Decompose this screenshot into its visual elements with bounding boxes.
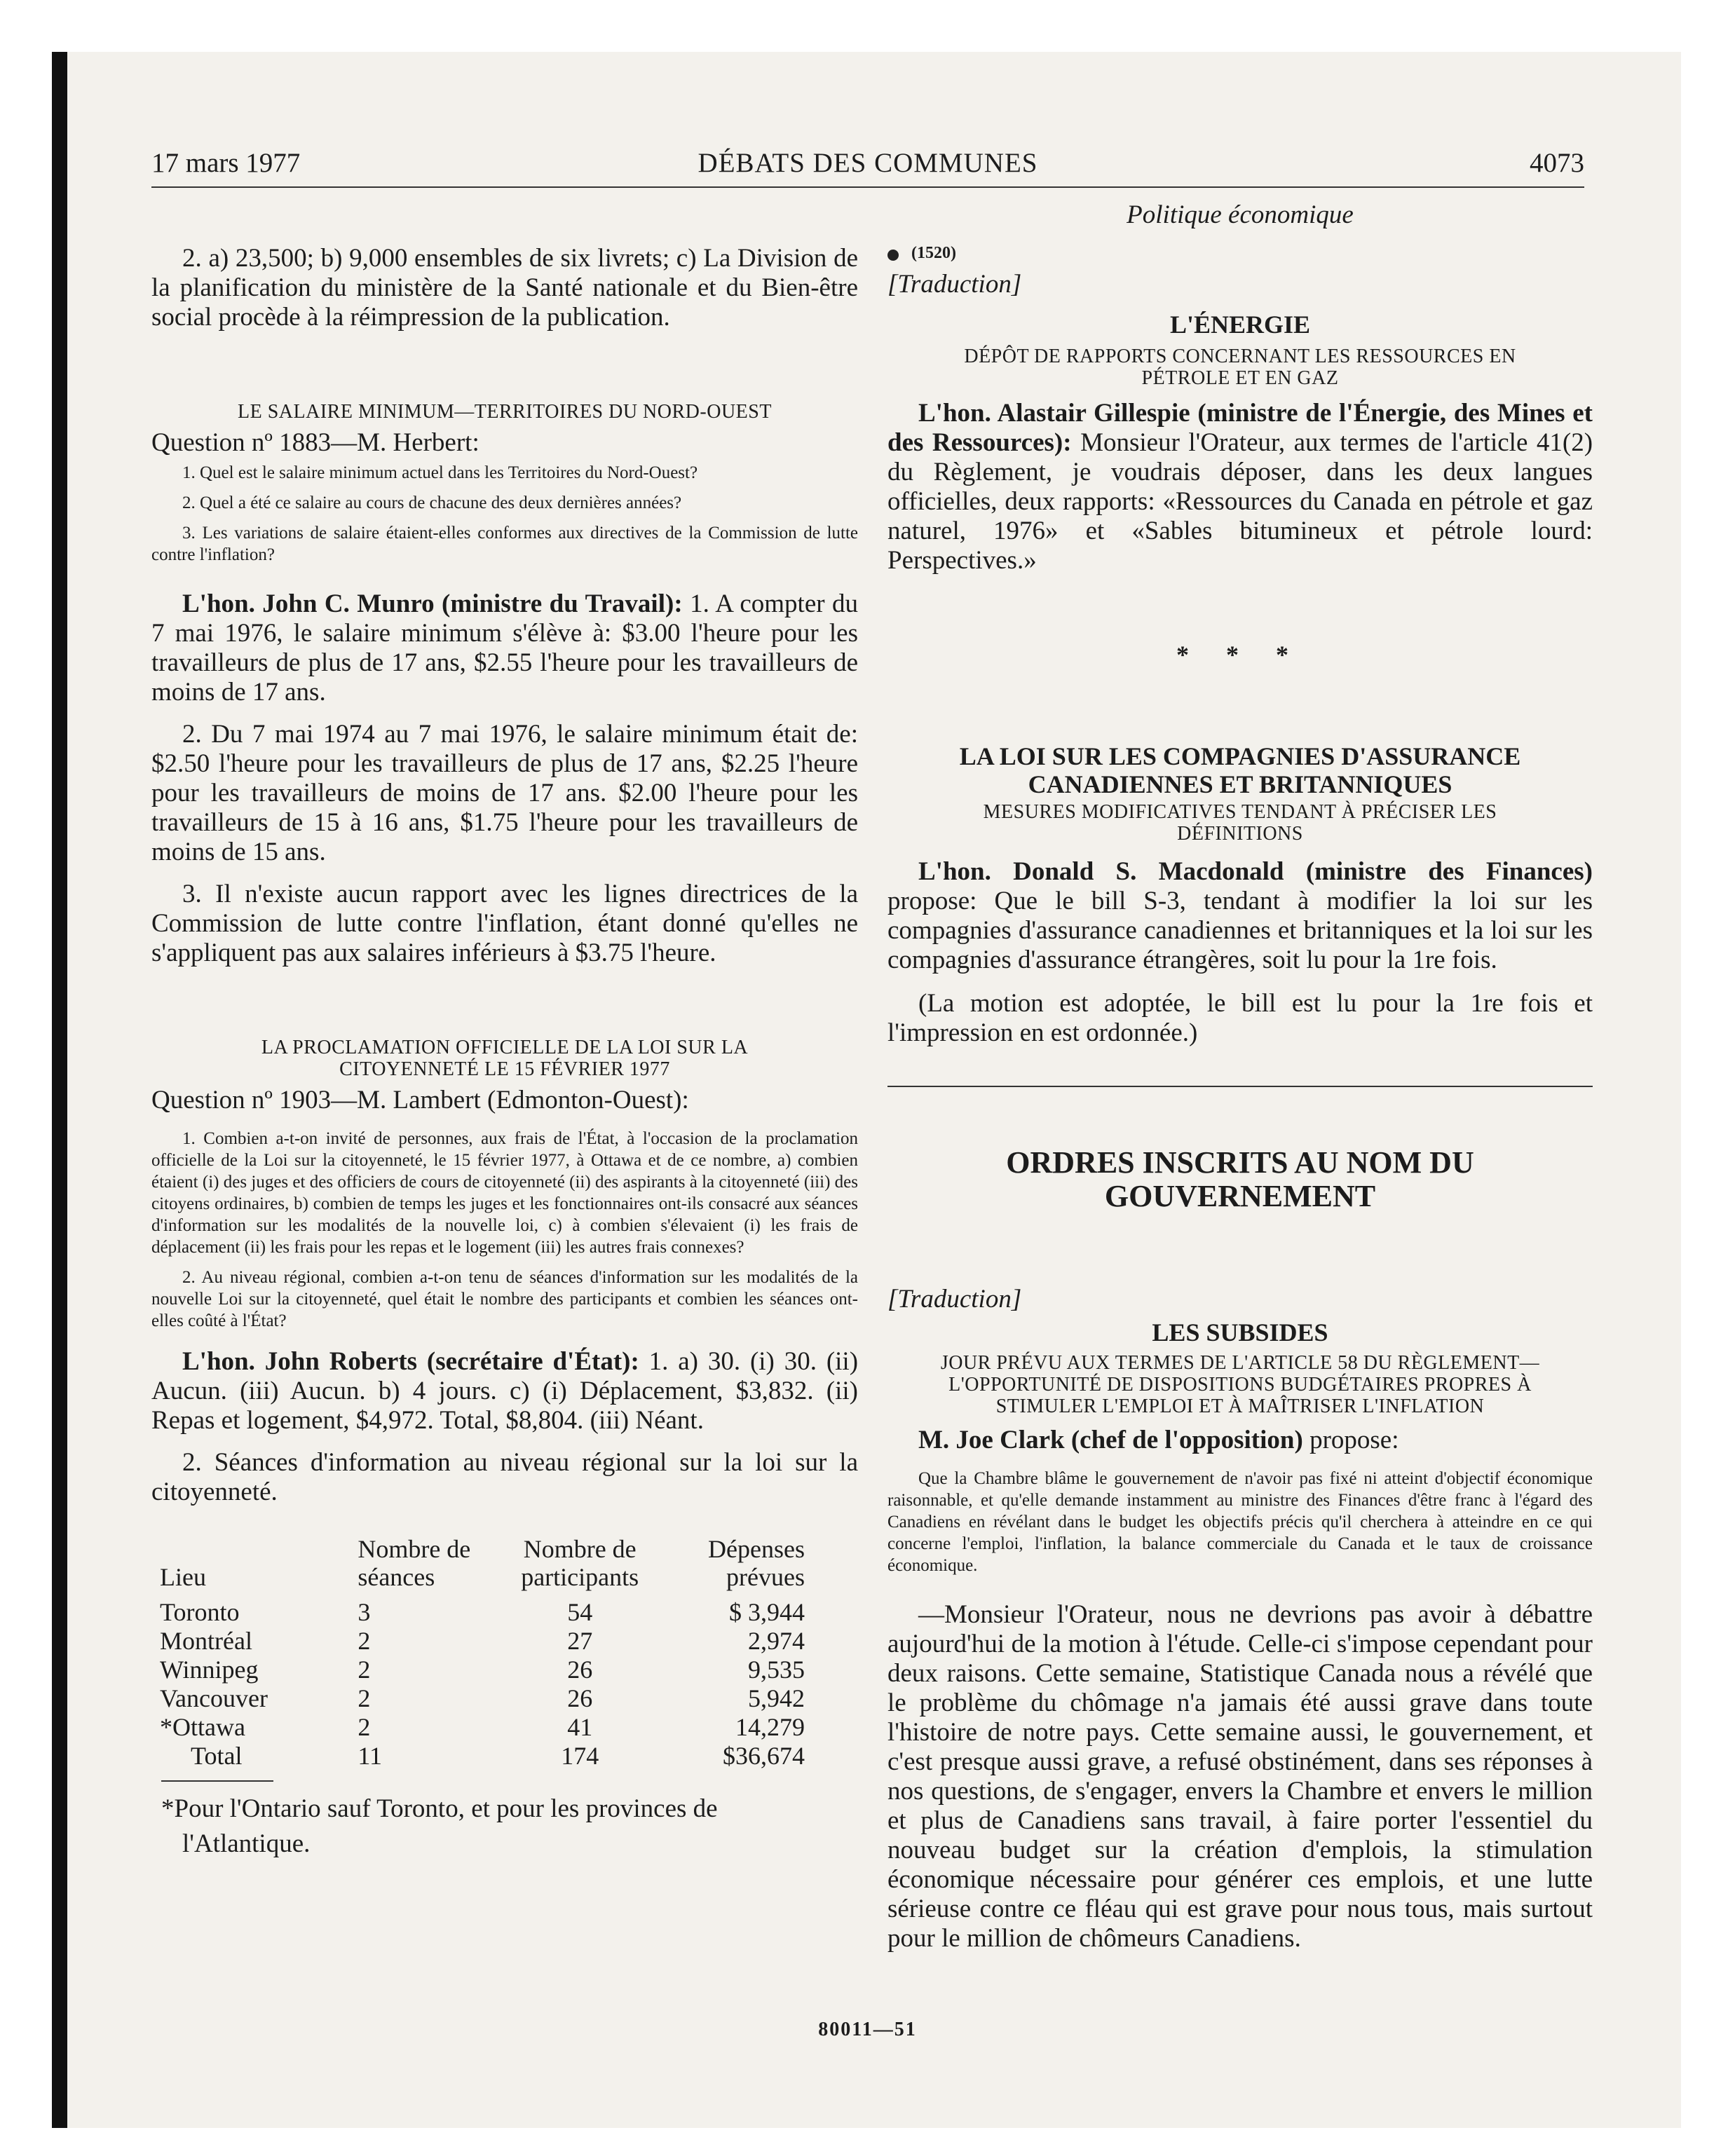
- section-heading-proclamation-l1: LA PROCLAMATION OFFICIELLE DE LA LOI SUR LA: [261, 1037, 749, 1058]
- question-1903-item-2: 2. Au niveau régional, combien a-t-on tenu de séances d'information sur les modalités de la nouvelle Loi sur la citoyenneté, quel était le nombre des participants et combien les séances ont-elles coûté à l'État?: [151, 1268, 858, 1330]
- assurance-subheading-l1: MESURES MODIFICATIVES TENDANT À PRÉCISER LES: [983, 801, 1497, 823]
- section-rule: [887, 1086, 1593, 1087]
- footnote-line-2: l'Atlantique.: [182, 1829, 311, 1858]
- right-column: [887, 200, 1593, 1953]
- footnote-rule: [161, 1780, 273, 1782]
- seances-table: [160, 1535, 833, 1770]
- table-row: Montréal 2 27 2,974: [160, 1627, 805, 1655]
- bullet-icon: [887, 250, 899, 261]
- assurance-subheading-l2: DÉFINITIONS: [1177, 823, 1303, 845]
- table-row: Vancouver 2 26 5,942: [160, 1684, 805, 1712]
- left-column: [151, 200, 858, 1862]
- table-row: Winnipeg 2 26 9,535: [160, 1656, 805, 1684]
- question-item-1: 1. Quel est le salaire minimum actuel dans les Territoires du Nord-Ouest?: [182, 463, 698, 482]
- traduction-label-2: [Traduction]: [887, 1285, 1022, 1314]
- assurance-motion: L'hon. Donald S. Macdonald (ministre des Finances) propose: Que le bill S-3, tendant à modifier la loi sur les compagnies d'assurance canadiennes et britanniques et la loi sur les compagnies d'assurance étrangères, soit lu pour la 1re fois.: [887, 857, 1593, 974]
- time-marker: (1520): [887, 244, 1593, 263]
- answer-munro-3: 3. Il n'existe aucun rapport avec les lignes directrices de la Commission de lutte contre l'inflation, étant donné qu'elles ne s'appliquent pas aux salaires inférieurs à $3.75 l'heure.: [151, 880, 858, 967]
- question-item-3: 3. Les variations de salaire étaient-elles conformes aux directives de la Commission de lutte contre l'inflation?: [151, 524, 858, 564]
- answer-munro-1: L'hon. John C. Munro (ministre du Travail): 1. A compter du 7 mai 1976, le salaire minimum s'élève à: $3.00 l'heure pour les travailleurs de plus de 17 ans, $2.55 l'heure pour les travailleurs de moins de 17 ans.: [151, 589, 858, 707]
- traduction-label: [Traduction]: [887, 270, 1022, 299]
- clark-motion: Que la Chambre blâme le gouvernement de n'avoir pas fixé ni atteint d'objectif économique raisonnable, et qu'elle demande instamment au ministre des Finances d'être franc à l'égard des Canadiens en révélant dans le budget les objectifs précis qu'il cherchera à atteindre en ce qui concerne l'emploi, l'inflation, la balance commerciale du Canada et le taux de croissance économique.: [887, 1469, 1593, 1575]
- energie-subheading-l1: DÉPÔT DE RAPPORTS CONCERNANT LES RESSOURCES EN: [964, 346, 1516, 367]
- running-header: [151, 147, 1584, 188]
- subsides-subheading-l1: JOUR PRÉVU AUX TERMES DE L'ARTICLE 58 DU RÈGLEMENT—: [940, 1352, 1540, 1374]
- assurance-title-l2: CANADIENNES ET BRITANNIQUES: [1028, 770, 1452, 798]
- speaker-macdonald: L'hon. Donald S. Macdonald (ministre des Finances): [918, 857, 1593, 886]
- energie-subheading-l2: PÉTROLE ET EN GAZ: [1141, 367, 1339, 389]
- header-title: DÉBATS DES COMMUNES: [698, 148, 1038, 178]
- section-heading-salaire: LE SALAIRE MINIMUM—TERRITOIRES DU NORD-OUEST: [238, 401, 772, 423]
- page-folio: 80011—51: [818, 2019, 917, 2040]
- table-total-row: Total 11 174 $36,674: [191, 1742, 805, 1770]
- subsides-subheading-l2: L'OPPORTUNITÉ DE DISPOSITIONS BUDGÉTAIRES PROPRES À: [948, 1374, 1532, 1396]
- table-row: *Ottawa 2 41 14,279: [160, 1713, 805, 1741]
- ordres-title-l2: GOUVERNEMENT: [1104, 1179, 1376, 1213]
- assurance-title-l1: LA LOI SUR LES COMPAGNIES D'ASSURANCE: [959, 742, 1521, 770]
- answer-munro-2: 2. Du 7 mai 1974 au 7 mai 1976, le salaire minimum était de: $2.50 l'heure pour les travailleurs de plus de 17 ans, $2.25 l'heure pour les travailleurs de moins de 17 ans. $2.00 l'heure pour les travailleurs de 15 à 16 ans, $1.75 l'heure pour les travailleurs de moins de 15 ans.: [151, 720, 858, 866]
- footnote-line-1: *Pour l'Ontario sauf Toronto, et pour les provinces de: [161, 1794, 718, 1823]
- section-heading-proclamation-l2: CITOYENNETÉ LE 15 FÉVRIER 1977: [339, 1058, 670, 1080]
- question-item-2: 2. Quel a été ce salaire au cours de chacune des deux dernières années?: [182, 493, 682, 512]
- subsides-title: LES SUBSIDES: [1152, 1318, 1328, 1346]
- table-header-row: [160, 1535, 833, 1598]
- speaker-munro: L'hon. John C. Munro (ministre du Travail):: [182, 589, 683, 618]
- section-header-politique: Politique économique: [1127, 200, 1354, 229]
- subsides-subheading-l3: STIMULER L'EMPLOI ET À MAÎTRISER L'INFLATION: [995, 1396, 1485, 1417]
- header-page-number: 4073: [1530, 148, 1584, 178]
- col-header-lieu: Lieu: [160, 1563, 206, 1591]
- assurance-result: (La motion est adoptée, le bill est lu pour la 1re fois et l'impression en est ordonnée.): [887, 989, 1593, 1047]
- speaker-roberts: L'hon. John Roberts (secrétaire d'État):: [182, 1347, 639, 1376]
- answer-roberts-1: L'hon. John Roberts (secrétaire d'État): 1. a) 30. (i) 30. (ii) Aucun. (iii) Aucun. b) 4 jours. c) (i) Déplacement, $3,832. (ii) Repas et logement, $4,972. Total, $8,804. (iii) Néant.: [151, 1347, 859, 1435]
- answer-roberts-2: 2. Séances d'information au niveau régional sur la loi sur la citoyenneté.: [151, 1448, 858, 1506]
- speaker-clark: M. Joe Clark (chef de l'opposition): [918, 1426, 1303, 1454]
- ordres-title-l1: ORDRES INSCRITS AU NOM DU: [1006, 1145, 1474, 1180]
- question-1903-item-1: 1. Combien a-t-on invité de personnes, aux frais de l'État, à l'occasion de la proclamation officielle de la Loi sur la citoyenneté, le 15 février 1977, à Ottawa et de ce nombre, a) combien étaient (i) des juges et des officiers de cours de citoyenneté (ii) des aspirants à la citoyenneté (iii) des citoyens ordinaires, b) combien de temps les juges et les fonctionnaires ont-ils consacré aux séances d'information sur les modalités de la nouvelle loi, c) à combien s'élevaient (i) les frais de déplacement (ii) les frais pour les repas et le logement (iii) les autres frais connexes?: [151, 1129, 858, 1257]
- question-1903: Question nº 1903—M. Lambert (Edmonton-Ouest):: [151, 1086, 689, 1114]
- clark-speech: —Monsieur l'Orateur, nous ne devrions pas avoir à débattre aujourd'hui de la motion à l'étude. Celle-ci s'impose cependant pour deux raisons. Cette semaine, Statistique Canada nous a révélé que le problème du chômage n'a jamais été aussi grave dans toute l'histoire de notre pays. Cette semaine aussi, le gouvernement, et c'est presque aussi grave, a refusé obstinément, dans ses réponses à nos questions, de s'engager, envers la Chambre et envers le million et plus de Canadiens sans travail, à faire porter l'essentiel du nouveau budget sur la création d'emplois, la stimulation économique nécessaire pour générer ces emplois, et une lutte sérieuse contre ce fléau qui est grave pour nous tous, mais surtout pour le million de chômeurs Canadiens.: [887, 1600, 1593, 1953]
- header-date: 17 mars 1977: [151, 148, 301, 178]
- energie-title: L'ÉNERGIE: [1169, 311, 1311, 339]
- energie-statement: L'hon. Alastair Gillespie (ministre de l'Énergie, des Mines et des Ressources): Monsieur l'Orateur, aux termes de l'article 41(2) du Règlement, je voudrais déposer, dans les deux langues officielles, deux rapports: «Ressources du Canada en pétrole et gaz naturel, 1976» et «Sables bitumineux et pétrole lourd: Perspectives.»: [887, 399, 1593, 575]
- col-header-participants: Nombre de participants: [521, 1535, 639, 1591]
- question-1883: Question nº 1883—M. Herbert:: [151, 428, 479, 457]
- table-row: Toronto 3 54 $ 3,944: [160, 1598, 805, 1626]
- answer-publication: 2. a) 23,500; b) 9,000 ensembles de six livrets; c) La Division de la planification du ministère de la Santé nationale et du Bien-être social procède à la réimpression de la publication.: [151, 244, 858, 332]
- col-header-seances: Nombre de séances: [358, 1535, 471, 1591]
- clark-propose: M. Joe Clark (chef de l'opposition) propose:: [918, 1426, 1399, 1454]
- col-header-depenses: Dépenses prévues: [708, 1535, 805, 1591]
- section-separator-stars: * * *: [1176, 641, 1304, 669]
- speaker-gillespie: L'hon. Alastair Gillespie (ministre de l'Énergie, des Mines et des Ressources):: [887, 399, 1593, 457]
